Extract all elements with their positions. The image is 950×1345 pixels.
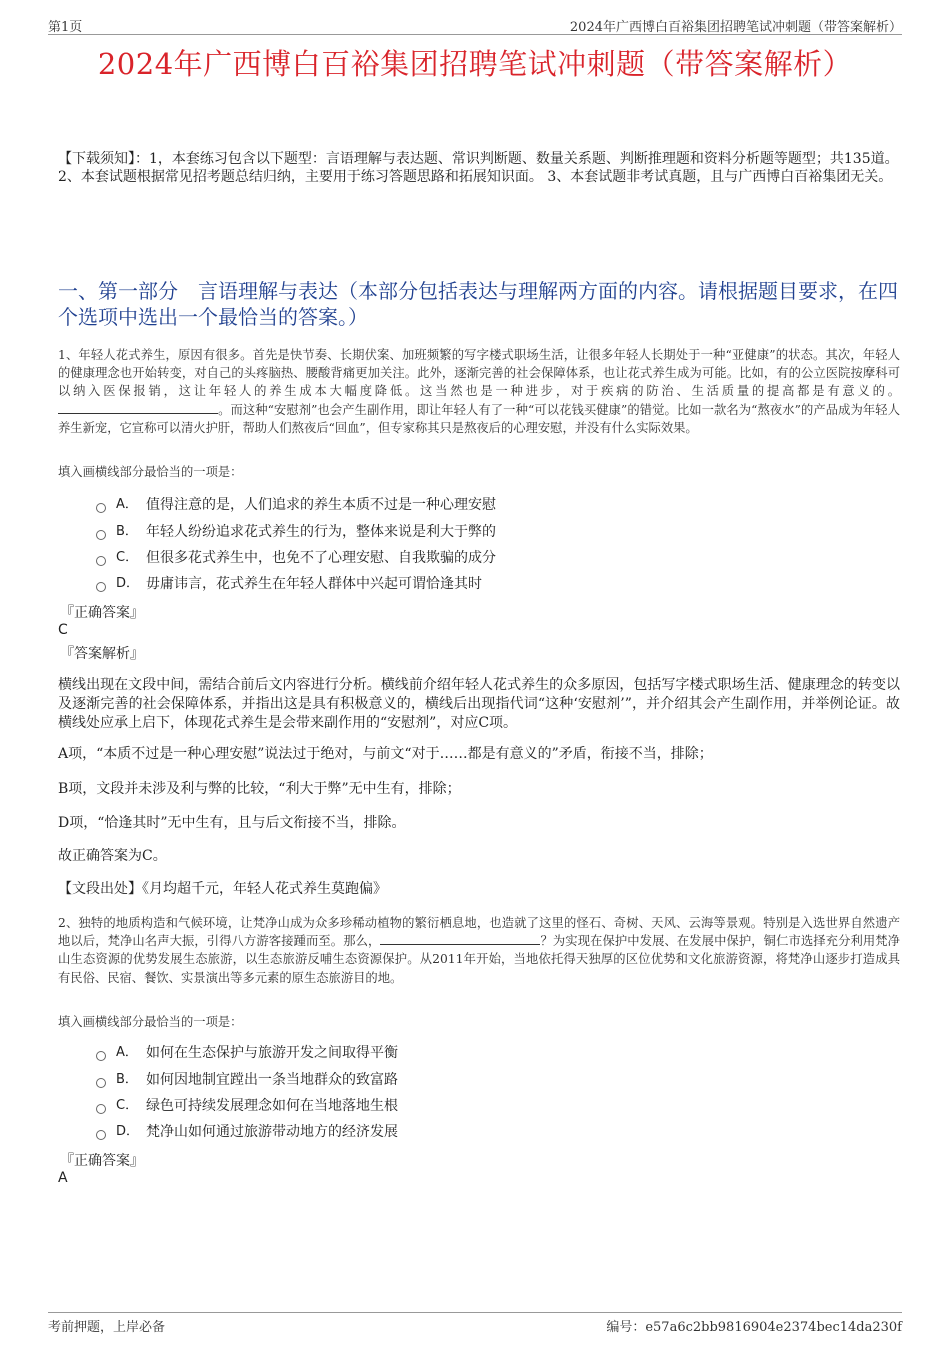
option-a[interactable]: [96, 492, 496, 518]
radio-icon[interactable]: [96, 1051, 106, 1061]
footer-slogan: 考前押题，上岸必备: [48, 1320, 166, 1335]
question-2-stem-before: 2、独特的地质构造和气候环境，让梵净山成为众多珍稀动植物的繁衍栖息地，也造就了这里的怪石、奇树、天风、云海等景观。特别是入选世界自然遗产地以后，梵净山名声大振，引得八方游客接踵而至。那么，: [58, 916, 900, 949]
header-doc-title: 2024年广西博白百裕集团招聘笔试冲刺题（带答案解析）: [569, 20, 902, 35]
download-notice: 【下载须知】：1，本套练习包含以下题型：言语理解与表达题、常识判断题、数量关系题、判断推理题和资料分析题等题型；共135道。 2、本套试题根据常见招考题总结归纳，主要用于练习答题思路和拓展知识面。 3、本套试题非考试真题，且与广西博白百裕集团无关。: [58, 151, 899, 185]
page-footer: [48, 1312, 902, 1333]
question-2-prompt: 填入画横线部分最恰当的一项是：: [58, 1015, 243, 1029]
option-letter: A．: [116, 497, 138, 513]
correct-answer-label: 『正确答案』: [60, 1153, 144, 1169]
page-number: 第1页: [48, 20, 83, 35]
option-letter: B．: [116, 523, 138, 539]
question-1-prompt: 填入画横线部分最恰当的一项是：: [58, 465, 243, 479]
option-letter: C．: [116, 1097, 139, 1113]
option-a[interactable]: [96, 1040, 398, 1066]
option-b[interactable]: [96, 518, 496, 544]
analysis-option-b: B项，文段并未涉及利与弊的比较，“利大于弊”无中生有，排除；: [58, 781, 461, 797]
radio-icon[interactable]: [96, 503, 106, 513]
question-2-options: [96, 1040, 398, 1146]
question-1-stem-after: 。而这种“安慰剂”也会产生副作用，即让年轻人有了一种“可以花钱买健康”的错觉。比如一款名为“熬夜水”的产品成为年轻人养生新宠，它宣称可以清火护肝，帮助人们熬夜后“回血”，但专家称其只是熬夜后的心理安慰，并没有什么实际效果。: [58, 402, 900, 435]
page-header: [48, 14, 902, 35]
analysis-conclusion: 故正确答案为C。: [58, 848, 167, 864]
correct-answer-label: 『正确答案』: [60, 605, 144, 621]
option-text: 值得注意的是，人们追求的养生本质不过是一种心理安慰: [146, 497, 496, 514]
radio-icon[interactable]: [96, 530, 106, 540]
option-letter: D．: [116, 1124, 140, 1140]
fill-blank-line: [380, 932, 540, 945]
option-letter: D．: [116, 576, 140, 592]
section-title: 一、第一部分 言语理解与表达（本部分包括表达与理解两方面的内容。请根据题目要求，在四个选项中选出一个最恰当的答案。）: [58, 279, 898, 329]
analysis-option-a: A项，“本质不过是一种心理安慰”说法过于绝对，与前文“对于……都是有意义的”矛盾，衔接不当，排除；: [58, 746, 713, 762]
radio-icon[interactable]: [96, 1104, 106, 1114]
option-text: 绿色可持续发展理念如何在当地落地生根: [146, 1097, 398, 1114]
analysis-label: 『答案解析』: [60, 646, 144, 662]
option-text: 梵净山如何通过旅游带动地方的经济发展: [146, 1124, 398, 1141]
option-b[interactable]: [96, 1066, 398, 1092]
question-2-stem-after: ？为实现在保护中发展、在发展中保护，铜仁市选择充分利用梵净山生态资源的优势发展生态旅游，以生态旅游反哺生态资源保护。从2011年开始，当地依托得天独厚的区位优势和文化旅游资源，将梵净山逐步打造成具有民俗、民宿、餐饮、实景演出等多元素的原生态旅游目的地。: [58, 934, 900, 985]
correct-answer: A: [58, 1170, 68, 1186]
option-letter: C．: [116, 549, 139, 565]
question-1-options: [96, 492, 496, 598]
radio-icon[interactable]: [96, 1130, 106, 1140]
option-text: 毋庸讳言，花式养生在年轻人群体中兴起可谓恰逢其时: [146, 576, 482, 593]
option-text: 但很多花式养生中，也免不了心理安慰、自我欺骗的成分: [146, 549, 496, 566]
analysis-option-d: D项，“恰逢其时”无中生有，且与后文衔接不当，排除。: [58, 815, 406, 831]
analysis-paragraph: 横线出现在文段中间，需结合前后文内容进行分析。横线前介绍年轻人花式养生的众多原因，包括写字楼式职场生活、健康理念的转变以及逐渐完善的社会保障体系，并指出这是具有积极意义的，横线后出现指代词“这种‘安慰剂’”，并介绍其会产生副作用，并举例论证。故横线处应承上启下，体现花式养生是会带来副作用的“安慰剂”，对应C项。: [58, 677, 900, 731]
option-d[interactable]: [96, 1119, 398, 1145]
option-text: 如何在生态保护与旅游开发之间取得平衡: [146, 1045, 398, 1062]
option-text: 如何因地制宜蹚出一条当地群众的致富路: [146, 1071, 398, 1088]
footer-serial-number: 编号：e57a6c2bb9816904e2374bec14da230f: [606, 1320, 902, 1335]
document-title: 2024年广西博白百裕集团招聘笔试冲刺题（带答案解析）: [97, 47, 853, 81]
option-d[interactable]: [96, 571, 496, 597]
option-c[interactable]: [96, 1093, 398, 1119]
option-letter: A．: [116, 1045, 138, 1061]
radio-icon[interactable]: [96, 556, 106, 566]
radio-icon[interactable]: [96, 582, 106, 592]
option-c[interactable]: [96, 545, 496, 571]
radio-icon[interactable]: [96, 1078, 106, 1088]
passage-source: 【文段出处】《月均超千元，年轻人花式养生莫跑偏》: [58, 881, 387, 897]
option-text: 年轻人纷纷追求花式养生的行为，整体来说是利大于弊的: [146, 523, 496, 540]
correct-answer: C: [58, 622, 68, 638]
fill-blank-line: [58, 401, 218, 414]
question-2-stem: [58, 914, 900, 987]
question-1-stem: [58, 346, 900, 437]
question-1-stem-before: 1、年轻人花式养生，原因有很多。首先是快节奏、长期伏案、加班频繁的写字楼式职场生活，让很多年轻人长期处于一种“亚健康”的状态。其次，年轻人的健康理念也开始转变，对自己的头疼脑热、腰酸背痛更加关注。此外，逐渐完善的社会保障体系，也让花式养生成为可能。比如，有的公立医院按摩科可以纳入医保报销，这让年轻人的养生成本大幅度降低。这当然也是一种进步，对于疾病的防治、生活质量的提高都是有意义的。: [58, 348, 900, 399]
option-letter: B．: [116, 1071, 138, 1087]
